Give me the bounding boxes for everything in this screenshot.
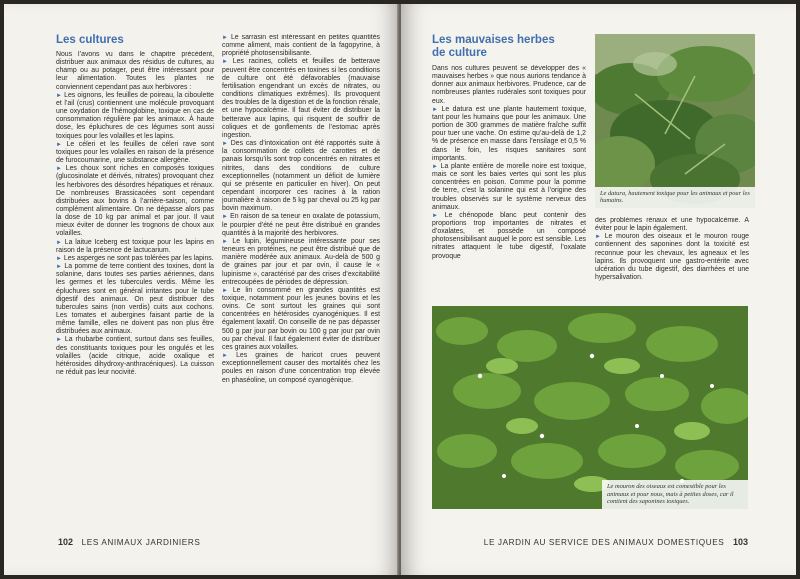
paragraph-chenopode: ► Le chénopode blanc peut contenir des proportions trop importantes de nitrates et d’oxalates, et possède un composé photosensibilisant auquel le porc est sensible. Les nitrates attaquent le tube digestif, l’oxalate provoque [432,211,586,260]
left-column-2 [222,34,380,506]
triangle-right-icon: ► [222,59,228,66]
paragraph-haricot: ► Les graines de haricot crues peuvent exceptionnellement causer des mortalités chez les poules en raison d’une concentration trop élevée en phaséoline, un composé cyanogénique. [222,352,380,384]
heading-mauvaises-herbes [432,34,555,60]
right-footer [484,537,748,547]
left-page [4,4,399,575]
triangle-right-icon: ► [56,166,62,173]
page-number: 103 [732,537,748,547]
left-column-1 [56,51,214,506]
triangle-right-icon: ► [56,255,62,262]
photo-mouron [432,306,748,509]
paragraph-sarrasin: ► Le sarrasin est intéressant en petites quantités comme aliment, mais contient de la fagopyrine, à propriété photosensibilisante. [222,34,380,58]
paragraph-pomme-de-terre: ► La pomme de terre contient des toxines, dont la solanine, dans toutes ses parties aériennes, dans les germes et les tubercules verdis. Même les épluchures sont en général irritantes pour le tube digestif des animaux. On peut distribuer des tubercules sains (non verdis) cuits aux cochons. Les tomates et aubergines faisant partie de la même famille, elles ne doivent pas non plus être distribuées aux animaux. [56,263,214,336]
triangle-right-icon: ► [222,35,228,41]
running-title: LES ANIMAUX JARDINIERS [81,538,201,547]
paragraph-asperges: ► Les asperges ne sont pas tolérées par les lapins. [56,254,214,262]
paragraph-lin: ► Le lin consommé en grandes quantités est toxique, notamment pour les jeunes bovins et les ovins. Ce sont surtout les graines qui sont concentrées en hétérosides cyanogéniques. Il est également laxatif. On conseille de ne pas dépasser 500 g par jour par bovin ou 100 g par jour par ovin ou par cheval. Il faut également éviter de distribuer ces graines aux volailles. [222,286,380,351]
right-page [401,4,796,575]
paragraph-carottes: ► Des cas d’intoxication ont été rapportés suite à la consommation de collets de carottes et de panais lorsqu’ils sont trop concentrés en nitrates et nitrites, dans des conditions de culture exceptionnelles (notamment un déficit de lumière qui se présente en particulier en hiver). On peut cependant incorporer ces racines à la ration journalière à raison de 5 kg par cheval ou 25 kg par bovin maximum. [222,140,380,213]
triangle-right-icon: ► [222,353,228,360]
paragraph-betterave: ► Les racines, collets et feuilles de betterave peuvent être concentrés en toxines si les conditions de culture ont été défavorables (mauvaise fertilisation engendrant un excès de nitrates, ou conditions climatiques extrêmes). Ils provoquent des troubles de la digestion et de la fonction rénale, et une hypocalcémie. Il faut éviter de distribuer la betterave aux lapins, qui risquent de souffrir de coliques et de gonflements de l’estomac après ingestion. [222,58,380,139]
paragraph-laitue: ► La laitue Iceberg est toxique pour les lapins en raison de la présence de lactucarium. [56,238,214,254]
paragraph-intro: Nous l’avons vu dans le chapitre précédent, distribuer aux animaux des résidus de cultures, au champ ou au potager, peut être intéressant pour leur alimentation. Toutes les plantes ne conviennent cependant pas aux herbivores : [56,51,214,91]
triangle-right-icon: ► [222,214,228,221]
triangle-right-icon: ► [222,238,228,245]
triangle-right-icon: ► [56,141,62,148]
right-column-2 [595,217,749,301]
running-title: LE JARDIN AU SERVICE DES ANIMAUX DOMESTIQUES [483,538,725,547]
paragraph-celeri: ► Le céleri et les feuilles de céleri rave sont toxiques pour les volailles en raison de la présence de furocoumarine, une substance allergène. [56,140,214,165]
paragraph-morelle: ► La plante entière de morelle noire est toxique, mais ce sont les baies vertes qui sont les plus concentrées en poison. Comme pour la pomme de terre, c’est la solanine qui est à l’origine des troubles observés sur le système nerveux des animaux. [432,162,586,211]
right-column-1 [432,65,586,305]
paragraph-datura: ► Le datura est une plante hautement toxique, tant pour les humains que pour les animaux. Une portion de 300 grammes de matière fraîche suffit pour tuer une vache. On estime qu’au-delà de 1,2 % de présence en masse dans l’ensilage et 0,5 % dans le foin, les risques sanitaires sont importants. [432,105,586,162]
paragraph-lupin: ► Le lupin, légumineuse intéressante pour ses teneurs en protéines, ne peut être distribué que de manière modérée aux animaux. Au-delà de 500 g de graines par jour et par ovin, il cause le « lupinisme », caractérisé par des crises d’excitabilité entrecoupées de périodes de dépression. [222,237,380,286]
paragraph-rhubarbe: ► La rhubarbe contient, surtout dans ses feuilles, des constituants toxiques pour les ongulés et les volailles (acide citrique, acide oxalique et hétérosides dihydroxy-anthracéniques). La cuisson ne réduit pas leur nocivité. [56,336,214,377]
paragraph-mouron: ► Le mouron des oiseaux et le mouron rouge contiennent des saponines dont la toxicité est reconnue pour les chevaux, les agneaux et les lapins. Ils provoquent une gastro-entérite avec ulcération du tube digestif, des diarrhées et une hypersalivation. [595,233,749,282]
triangle-right-icon: ► [56,92,62,99]
triangle-right-icon: ► [222,287,228,294]
paragraph-choux: ► Les choux sont riches en composés toxiques (glucosinolate et dérivés, nitrates) provoquant chez les herbivores des désordres hépatiques et rénaux. De nombreuses Brassicacées sont cependant distribuées aux bovins à l’arrière-saison, comme complément alimentaire. On ne dépasse alors pas la dose de 10 kg par animal et par jour. Il vaut mieux éviter de donner les trognons de choux aux volailles. [56,165,214,238]
caption-mouron: Le mouron des oiseaux est comestible pour les animaux et pour nous, mais à petites doses, car il contient des saponines toxiques. [602,480,748,509]
paragraph-mauvaises-herbes-intro: Dans nos cultures peuvent se développer des « mauvaises herbes » que nous aurions tendance à donner aux animaux herbivores. Prudence, car de nombreuses plantes rudérales sont toxiques pour eux. [432,65,586,105]
triangle-right-icon: ► [595,234,601,241]
triangle-right-icon: ► [222,141,228,148]
triangle-right-icon: ► [56,264,62,271]
heading-line-2: de culture [432,47,487,59]
left-footer [58,537,200,547]
caption-datura: Le datura, hautement toxique pour les animaux et pour les humains. [595,187,755,208]
mouron-plants-image [432,306,748,509]
heading-line-1: Les mauvaises herbes [432,34,555,46]
triangle-right-icon: ► [56,239,62,246]
paragraph-pourpier: ► En raison de sa teneur en oxalate de potassium, le pourpier d’été ne peut être distribué en grandes quantités à la majorité des herbivores. [222,213,380,237]
triangle-right-icon: ► [432,106,438,113]
photo-datura [595,34,755,208]
triangle-right-icon: ► [56,337,62,344]
heading-les-cultures: Les cultures [56,34,124,46]
datura-leaves-image [595,34,755,208]
triangle-right-icon: ► [432,212,438,219]
page-number: 102 [58,537,74,547]
paragraph-chenopode-suite: des problèmes rénaux et une hypocalcémie. À éviter pour le lapin également. [595,217,749,233]
triangle-right-icon: ► [432,163,438,170]
paragraph-oignons: ► Les oignons, les feuilles de poireau, la ciboulette et l’ail (crus) contiennent une molécule provoquant une oxydation de l’hémoglobine, toxique en cas de consommation régulière par les animaux. À haute dose, les épluchures de ces légumes sont aussi toxiques pour les volailles et les lapins. [56,91,214,140]
